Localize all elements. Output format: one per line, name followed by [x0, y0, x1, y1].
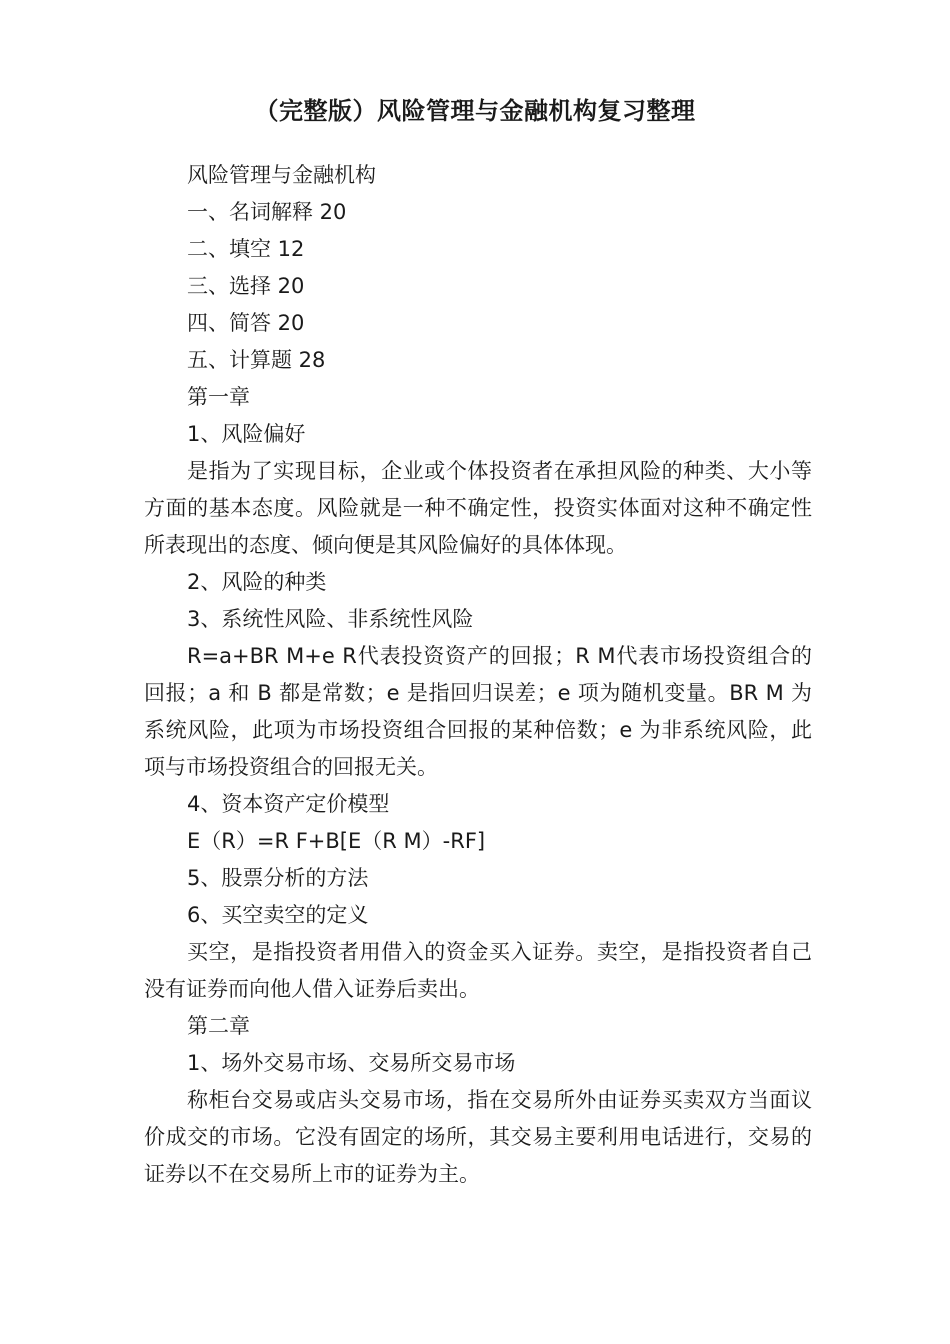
chapter-heading: 第一章 [187, 385, 250, 409]
section-heading: 3、系统性风险、非系统性风险 [187, 607, 474, 631]
section-heading: 2、风险的种类 [187, 570, 327, 594]
text-line: 三、选择 20 [187, 274, 305, 298]
text-line: 五、计算题 28 [187, 348, 326, 372]
paragraph: 是指为了实现目标，企业或个体投资者在承担风险的种类、大小等方面的基本态度。风险就是一种不确定性，投资实体面对这种不确定性所表现出的态度、倾向便是其风险偏好的具体体现。 [144, 459, 812, 557]
paragraph: 称柜台交易或店头交易市场，指在交易所外由证券买卖双方当面议价成交的市场。它没有固定的场所，其交易主要利用电话进行，交易的证券以不在交易所上市的证券为主。 [144, 1088, 812, 1186]
paragraph: R=a+BR M+e R代表投资资产的回报；R M代表市场投资组合的回报；a 和 B 都是常数；e 是指回归误差；e 项为随机变量。BR M 为系统风险，此项为市场投资组合回报的某种倍数；e 为非系统风险，此项与市场投资组合的回报无关。 [144, 644, 812, 779]
section-heading: 5、股票分析的方法 [187, 866, 369, 890]
section-heading: 4、资本资产定价模型 [187, 792, 390, 816]
section-heading: 1、场外交易市场、交易所交易市场 [187, 1051, 516, 1075]
text-line: 风险管理与金融机构 [187, 163, 376, 187]
text-line: 四、简答 20 [187, 311, 305, 335]
paragraph: 买空，是指投资者用借入的资金买入证券。卖空，是指投资者自己没有证券而向他人借入证券后卖出。 [144, 940, 812, 1001]
section-heading: 1、风险偏好 [187, 422, 306, 446]
document-title: （完整版）风险管理与金融机构复习整理 [254, 97, 696, 125]
document-body [144, 157, 812, 1193]
text-line: 二、填空 12 [187, 237, 305, 261]
section-heading: 6、买空卖空的定义 [187, 903, 369, 927]
formula-line: E（R）=R F+B[E（R M）-RF] [187, 829, 486, 853]
chapter-heading: 第二章 [187, 1014, 250, 1038]
text-line: 一、名词解释 20 [187, 200, 347, 224]
